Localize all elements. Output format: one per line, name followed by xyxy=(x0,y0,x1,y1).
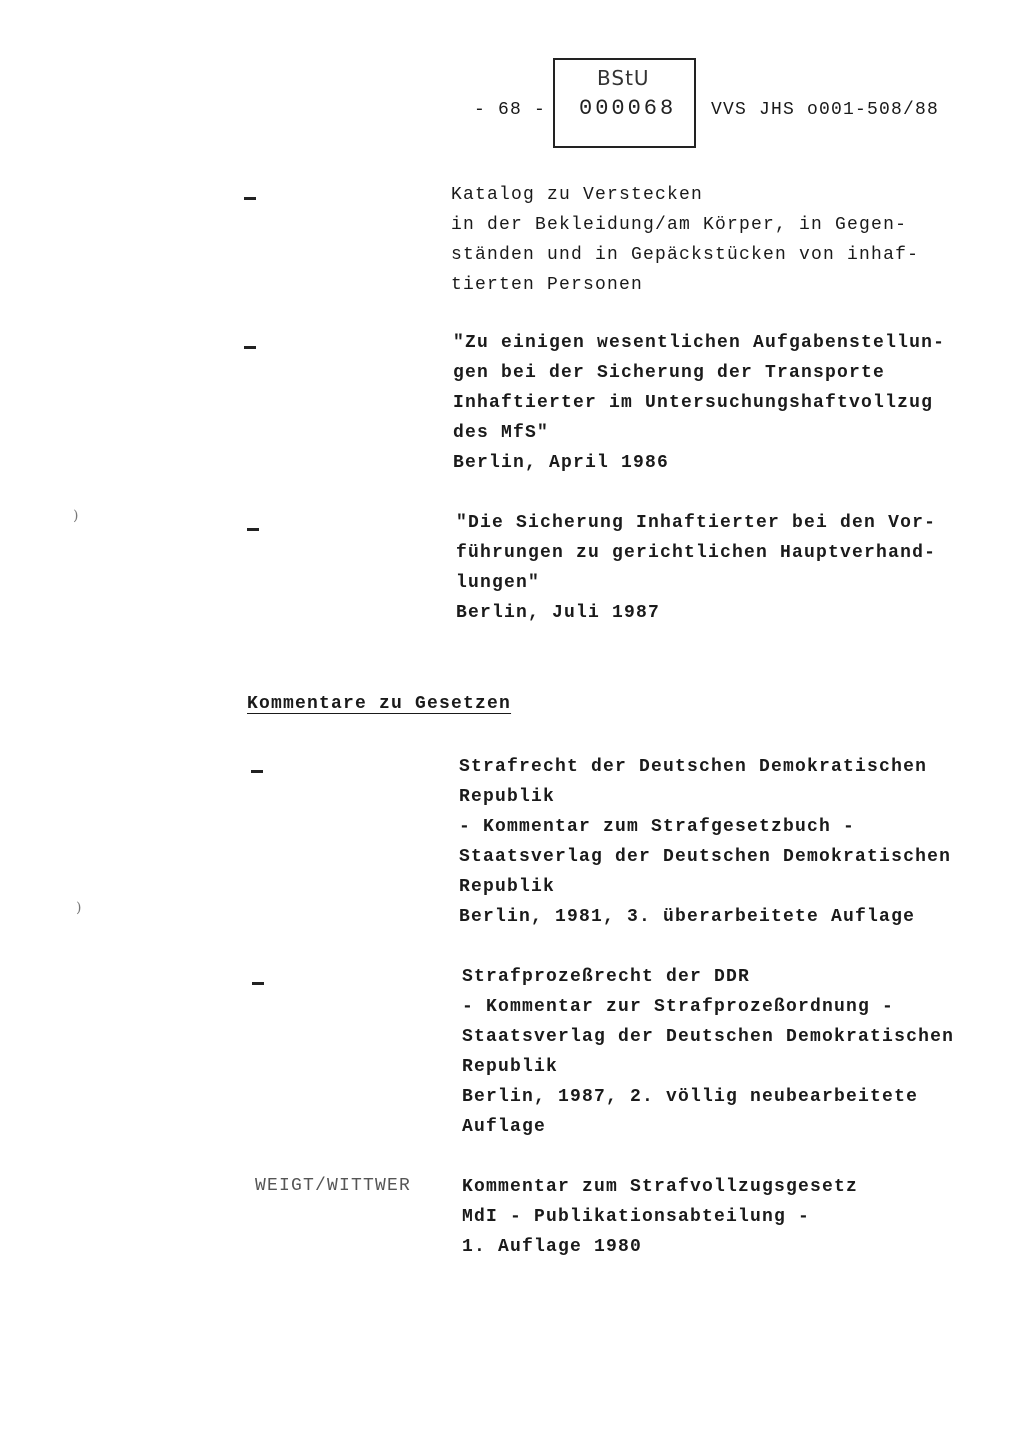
stamp-line-1: BStU xyxy=(597,66,650,90)
list-dash xyxy=(252,982,264,985)
list-dash xyxy=(247,528,259,531)
stamp-line-2: 000068 xyxy=(579,96,677,121)
list-item: Katalog zu Verstecken in der Bekleidung/am Körper, in Gegen- ständen und in Gepäckstücken von inhaf- tierten Personen xyxy=(451,185,920,295)
list-dash xyxy=(244,197,256,200)
list-item: Strafprozeßrecht der DDR - Kommentar zur Strafprozeßordnung - Staatsverlag der Deutschen Demokratischen Republik Berlin, 1987, 2. völlig neubearbeitete Auflage xyxy=(462,967,955,1137)
archive-stamp xyxy=(553,58,696,148)
section-heading: Kommentare zu Gesetzen xyxy=(247,694,512,714)
reference-number: VVS JHS o001-508/88 xyxy=(711,100,940,120)
list-dash xyxy=(251,770,263,773)
list-item: "Zu einigen wesentlichen Aufgabenstellun- gen bei der Sicherung der Transporte Inhaftierter im Untersuchungshaftvollzug des MfS" Berlin, April 1986 xyxy=(453,333,946,473)
margin-mark: ) xyxy=(73,508,79,524)
list-item: Kommentar zum Strafvollzugsgesetz MdI - Publikationsabteilung - 1. Auflage 1980 xyxy=(462,1177,859,1257)
list-dash xyxy=(244,346,256,349)
list-item: Strafrecht der Deutschen Demokratischen Republik - Kommentar zum Strafgesetzbuch - Staatsverlag der Deutschen Demokratischen Republik Berlin, 1981, 3. überarbeitete Auflage xyxy=(459,757,952,927)
page-number: - 68 - xyxy=(474,100,547,120)
entry-author: WEIGT/WITTWER xyxy=(255,1176,412,1196)
margin-mark: ) xyxy=(76,900,82,916)
list-item: "Die Sicherung Inhaftierter bei den Vor- führungen zu gerichtlichen Hauptverhand- lungen" Berlin, Juli 1987 xyxy=(456,513,937,623)
